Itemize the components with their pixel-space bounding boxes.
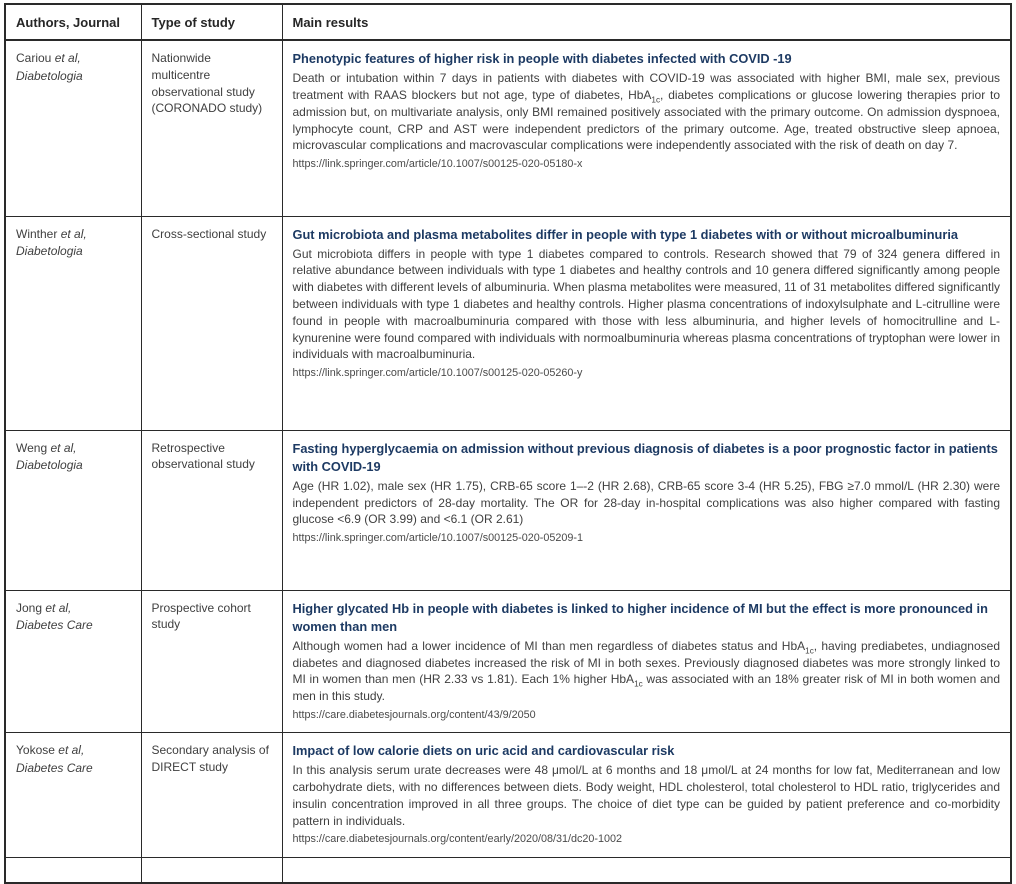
- table-row-clipped: [5, 857, 1011, 883]
- author-name: Cariou et al,: [16, 51, 81, 65]
- results-cell: [282, 857, 1011, 883]
- authors-cell: [5, 857, 141, 883]
- authors-cell: [5, 590, 141, 733]
- study-type-cell: Retrospective observational study: [141, 430, 282, 590]
- column-header-main-results: Main results: [282, 4, 1011, 40]
- result-link[interactable]: https://link.springer.com/article/10.1007/s00125-020-05260-y: [292, 367, 583, 380]
- results-cell: [282, 430, 1011, 590]
- result-link[interactable]: https://link.springer.com/article/10.1007/s00125-020-05209-1: [292, 532, 583, 545]
- result-title: Gut microbiota and plasma metabolites differ in people with type 1 diabetes with or without microalbuminuria: [292, 226, 959, 242]
- journal-name: Diabetologia: [16, 244, 83, 259]
- journal-name: Diabetologia: [16, 458, 83, 473]
- column-header-authors-journal: Authors, Journal: [5, 4, 141, 40]
- author-name: Jong et al,: [16, 600, 72, 615]
- result-summary: Death or intubation within 7 days in patients with diabetes with COVID-19 was associated with higher BMI, male sex, previous treatment with RAAS blockers but not age, type of diabetes, HbA$_{1c}$, diabetes complications or glucose lowering therapies prior to admission but, on multivariate analysis, only BMI remained positively associated with the primary outcome. On admission dyspnoea, lymphocyte count, CRP and AST were independent predictors of the primary outcome. Age, treated obstructive sleep apnoea, microvascular complications and macrovascular complications were independently associated with the risk of death on day 7.: [292, 71, 1001, 153]
- journal-name: Diabetologia: [16, 68, 83, 83]
- result-summary: Gut microbiota differs in people with type 1 diabetes compared to controls. Research showed that 79 of 324 genera differed in relative abundance between individuals with type 1 diabetes and healthy controls and 10 genera differed significantly among people with diabetes with different levels of albuminuria. When plasma metabolites were measured, 11 of 31 metabolites differed significantly between individuals with type 1 diabetes and healthy controls. Higher plasma concentrations of indoxylsulphate and L-citrulline were found in people with macroalbuminuria compared with those with less albuminuria, and higher levels of homocitrulline and L-kynurenine were found compared with individuals with normoalbuminuria whereas plasma concentrations of tryptophan were lower in individuals with macroalbuminuria.: [292, 246, 1000, 362]
- table-row: [5, 216, 1011, 430]
- result-title: Phenotypic features of higher risk in people with diabetes infected with COVID -19: [292, 51, 792, 66]
- table-row: [5, 40, 1011, 216]
- table-row: [5, 733, 1011, 857]
- table-row: [5, 590, 1011, 733]
- author-name: Weng et al,: [16, 440, 77, 455]
- study-type-cell: Prospective cohort study: [141, 590, 282, 733]
- column-header-type-of-study: Type of study: [141, 4, 282, 40]
- authors-cell: [5, 733, 141, 857]
- authors-cell: [5, 216, 141, 430]
- results-cell: [282, 733, 1011, 857]
- result-summary: In this analysis serum urate decreases were 48 μmol/L at 6 months and 18 μmol/L at 24 months for low fat, Mediterranean and low carbohydrate diets, with no differences between diets. Body weight, HDL cholesterol, total cholesterol to HDL ratio, triglycerides and insulin concentration improved in all three groups. The choice of diet type can be guided by patient preference and co-morbidity pattern in individuals.: [292, 763, 1000, 828]
- result-summary: Although women had a lower incidence of MI than men regardless of diabetes status and HbA$_{1c}$, having prediabetes, undiagnosed diabetes and diagnosed diabetes increased the risk of MI in both sexes. Previously diagnosed diabetes was more strongly linked to MI in women than men (HR 2.33 vs 1.81). Each 1% higher HbA$_{1c}$ was associated with an 18% greater risk of MI in both women and men in this study.: [292, 638, 1000, 704]
- studies-table: [4, 3, 1012, 884]
- authors-cell: [5, 40, 141, 216]
- result-link[interactable]: https://care.diabetesjournals.org/content/43/9/2050: [292, 709, 536, 721]
- result-title: Fasting hyperglycaemia on admission without previous diagnosis of diabetes is a poor prognostic factor in patients with COVID-19: [292, 440, 998, 474]
- result-link[interactable]: https://link.springer.com/article/10.1007/s00125-020-05180-x: [292, 158, 583, 171]
- results-cell: [282, 40, 1011, 216]
- study-type-cell: Secondary analysis of DIRECT study: [141, 733, 282, 857]
- result-title: Impact of low calorie diets on uric acid and cardiovascular risk: [292, 743, 675, 759]
- study-type-cell: Cross-sectional study: [141, 216, 282, 430]
- authors-cell: [5, 430, 141, 590]
- study-type-cell: Nationwide multicentre observational study (CORONADO study): [141, 40, 282, 216]
- journal-name: Diabetes Care: [16, 618, 93, 633]
- study-type-cell: [141, 857, 282, 883]
- author-name: Yokose et al,: [16, 743, 85, 758]
- author-name: Winther et al,: [16, 226, 87, 241]
- header-row: [5, 4, 1011, 40]
- results-cell: [282, 216, 1011, 430]
- result-link[interactable]: https://care.diabetesjournals.org/content/early/2020/08/31/dc20-1002: [292, 833, 623, 846]
- results-cell: [282, 590, 1011, 733]
- journal-name: Diabetes Care: [16, 760, 93, 775]
- table-row: [5, 430, 1011, 590]
- document-page: [4, 3, 1012, 884]
- result-summary: Age (HR 1.02), male sex (HR 1.75), CRB-65 score 1–-2 (HR 2.68), CRB-65 score 3-4 (HR 5.25), FBG ≥7.0 mmol/L (HR 2.30) were independent predictors of 28-day mortality. The OR for 28-day in-hospital complications was also higher compared with fasting glucose <6.9 (OR 3.99) and <6.1 (OR 2.61): [292, 478, 1000, 527]
- result-title: Higher glycated Hb in people with diabetes is linked to higher incidence of MI but the effect is more pronounced in women than men: [292, 600, 988, 634]
